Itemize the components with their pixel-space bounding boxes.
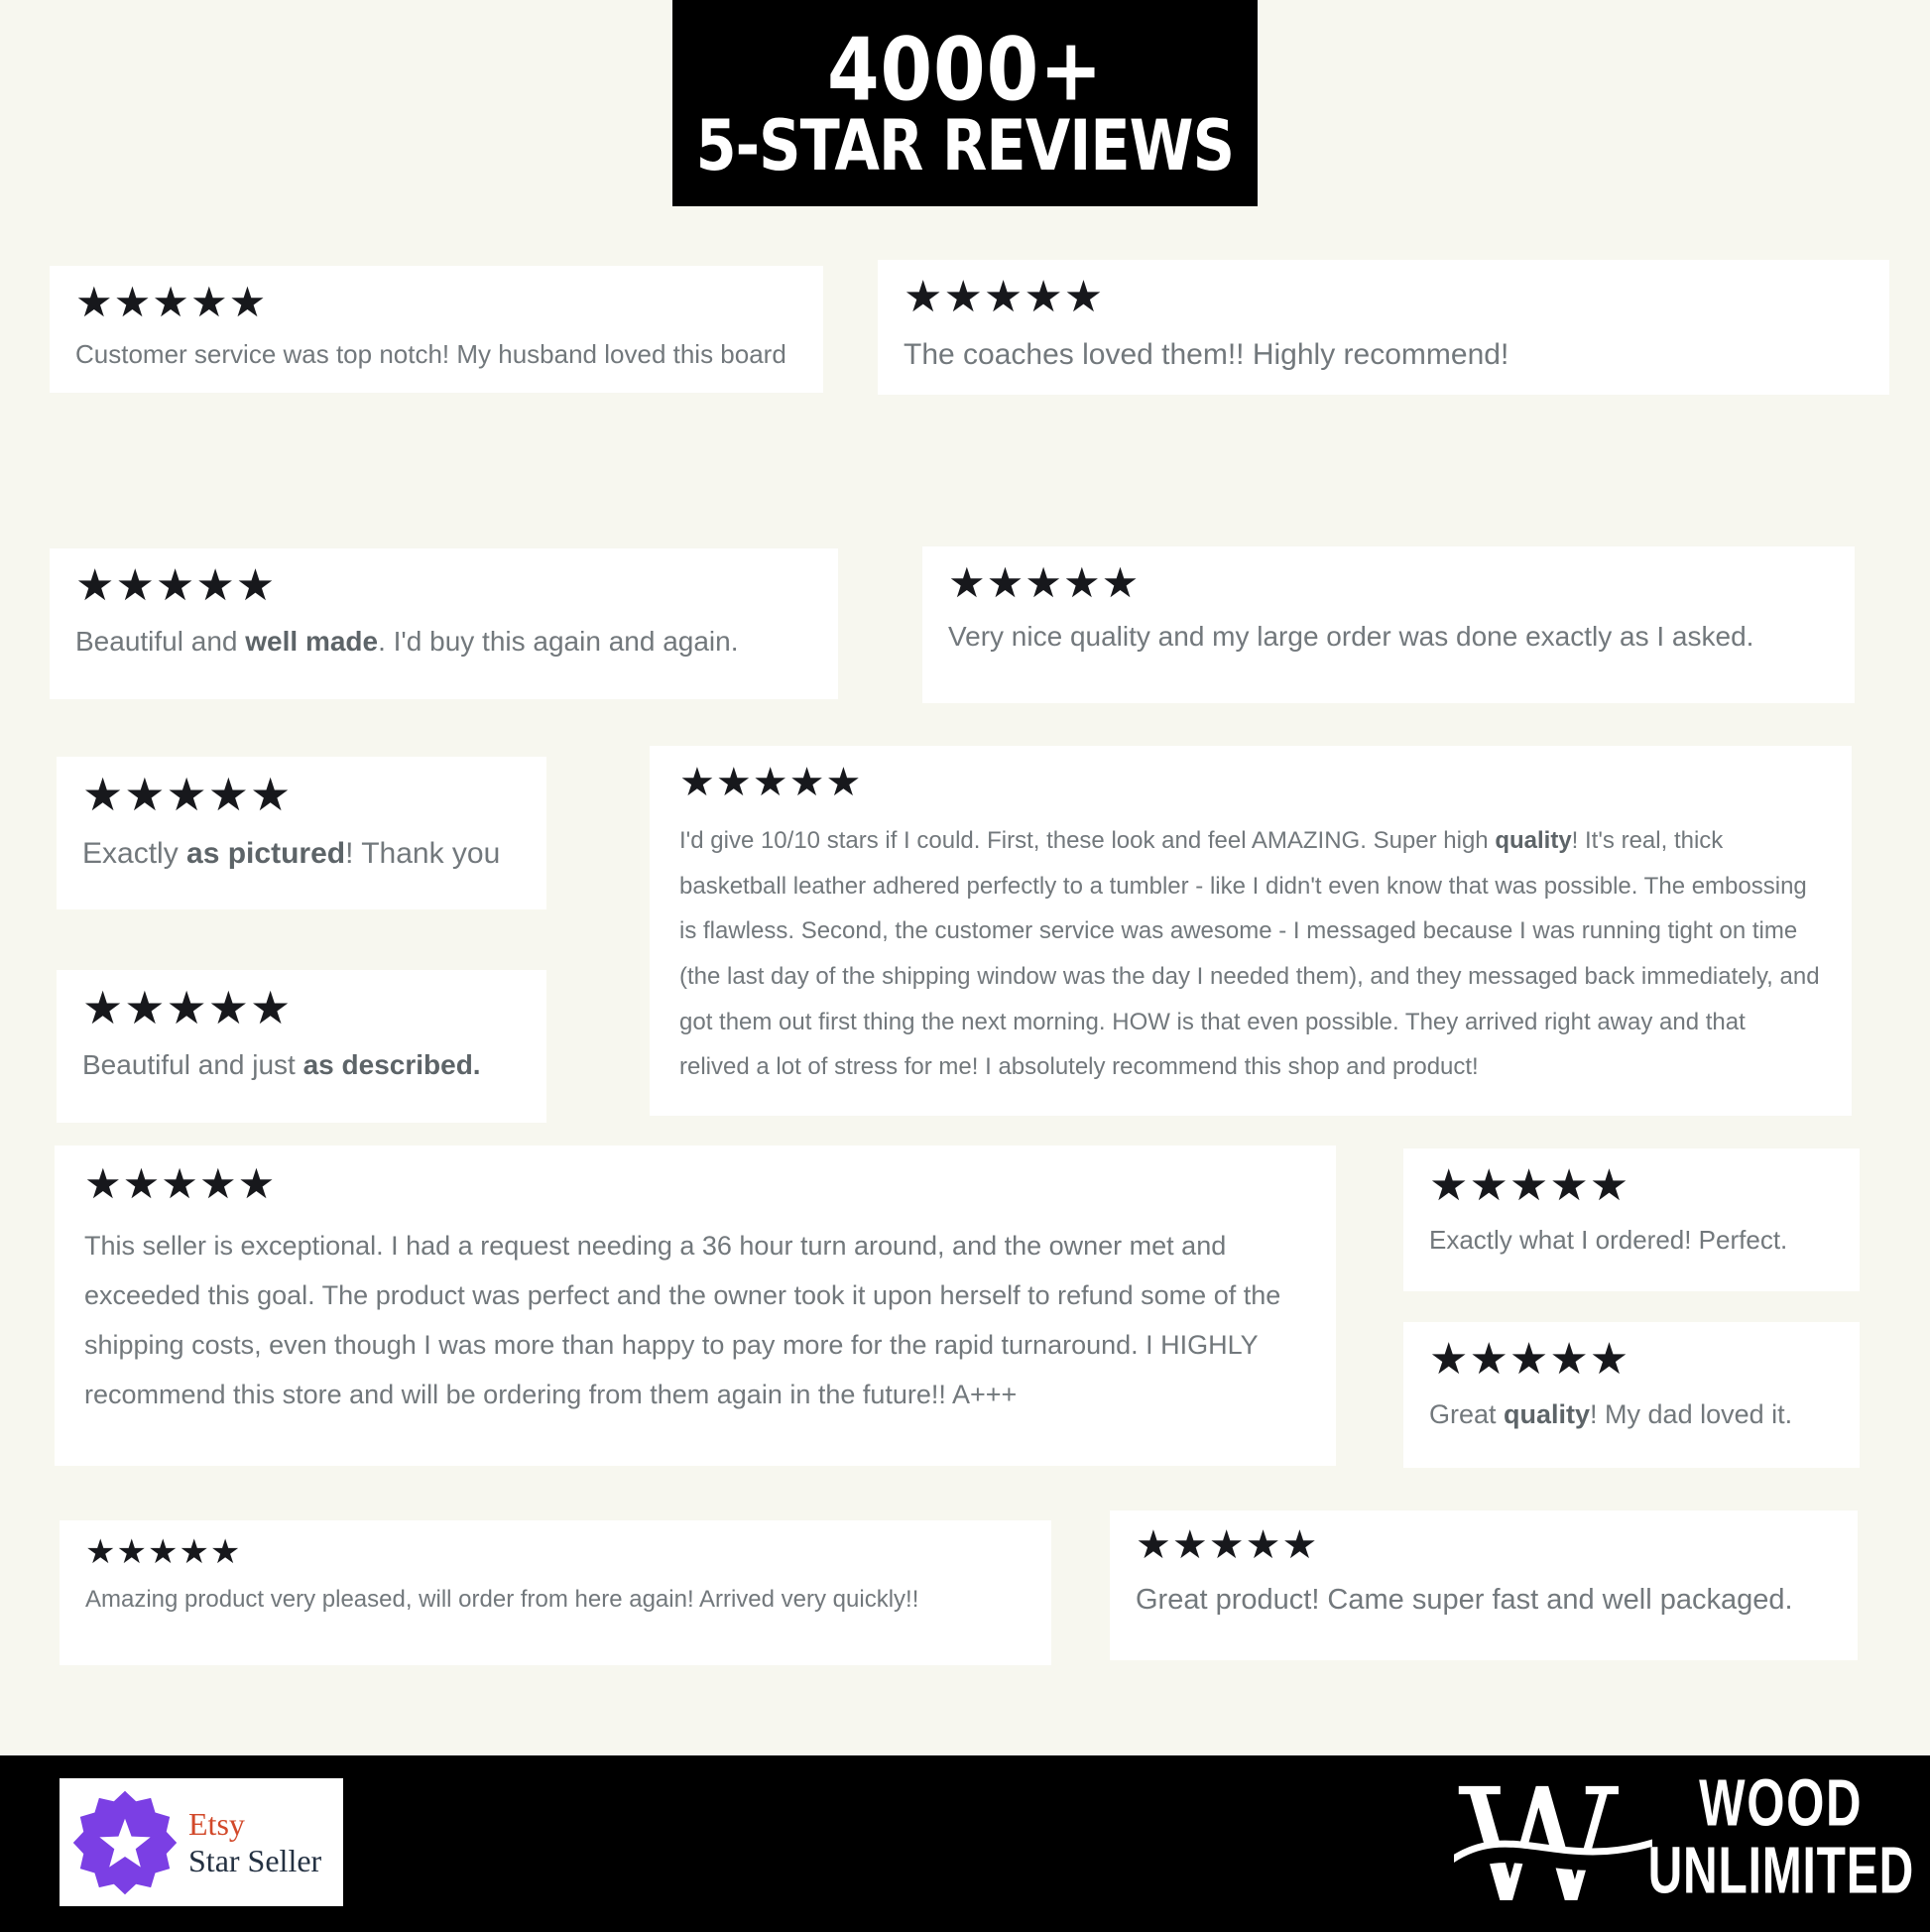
w-monogram-icon (1454, 1765, 1652, 1924)
review-card (650, 746, 1852, 1116)
review-card (1110, 1510, 1858, 1660)
review-text: Great product! Came super fast and well packaged. (1136, 1584, 1793, 1617)
review-text: Very nice quality and my large order was done exactly as I asked. (948, 621, 1754, 653)
wood-brand-line2: UNLIMITED (1647, 1832, 1914, 1907)
review-card (922, 546, 1855, 703)
five-star-rating: ★★★★★ (679, 760, 863, 805)
five-star-rating: ★★★★★ (904, 272, 1105, 322)
star-seller-label: Star Seller (188, 1842, 322, 1878)
etsy-brand-text: Etsy (188, 1805, 245, 1842)
review-card (55, 1146, 1336, 1466)
five-star-rating: ★★★★★ (75, 560, 277, 611)
review-card (1403, 1148, 1860, 1291)
five-star-rating: ★★★★★ (1429, 1160, 1630, 1211)
etsy-star-seller-badge (60, 1778, 343, 1906)
review-card (1403, 1322, 1860, 1468)
review-text: Exactly what I ordered! Perfect. (1429, 1224, 1788, 1255)
wood-unlimited-logo (1414, 1755, 1930, 1932)
header-banner (672, 0, 1258, 206)
header-title: 5-STAR REVIEWS (695, 106, 1235, 187)
review-text: Amazing product very pleased, will order from here again! Arrived very quickly!! (85, 1585, 919, 1613)
five-star-rating: ★★★★★ (75, 278, 268, 326)
review-text: Exactly as pictured! Thank you (82, 836, 501, 870)
review-card (57, 970, 546, 1123)
w-monogram-letter: W (1458, 1765, 1620, 1924)
review-card (50, 266, 823, 393)
five-star-rating: ★★★★★ (1429, 1334, 1630, 1385)
wood-brand-line1: WOOD (1698, 1764, 1864, 1840)
review-card (50, 548, 838, 699)
review-text: This seller is exceptional. I had a request needing a 36 hour turn around, and the owner met and exceeded this goal. The product was perfect and the owner took it upon herself to refund some of the shipping costs, even though I was more than happy to pay more for the rapid turnaround. I HIGHLY recommend this store and will be ordering from them again in the future!! A+++ (84, 1231, 1281, 1410)
review-text: Beautiful and just as described. (82, 1048, 481, 1080)
review-text: Customer service was top notch! My husband loved this board (75, 339, 786, 370)
five-star-rating: ★★★★★ (85, 1532, 242, 1572)
review-text: Great quality! My dad loved it. (1429, 1398, 1793, 1429)
review-card (57, 757, 546, 909)
five-star-rating: ★★★★★ (84, 1159, 277, 1208)
review-card (60, 1520, 1051, 1665)
review-text: I'd give 10/10 stars if I could. First, these look and feel AMAZING. Super high quality! It's real, thick basketball leather adhered perfectly to a tumbler - like I didn't even know that was possible. The embossing is flawless. Second, the customer service was awesome - I messaged because I was running tight on time (the last day of the shipping window was the day I needed them), and they messaged back immediately, and got them out first thing the next morning. HOW is that even possible. They arrived right away and that relived a lot of stress for me! I absolutely recommend this shop and product! (679, 827, 1820, 1081)
five-star-rating: ★★★★★ (1136, 1522, 1319, 1568)
star-seller-seal-icon (71, 1789, 179, 1896)
review-text: The coaches loved them!! Highly recommend! (904, 337, 1509, 371)
footer-bar (0, 1755, 1930, 1932)
five-star-rating: ★★★★★ (82, 981, 293, 1034)
five-star-rating: ★★★★★ (82, 768, 293, 821)
review-text: Beautiful and well made. I'd buy this again and again. (75, 625, 739, 657)
review-card (878, 260, 1889, 395)
five-star-rating: ★★★★★ (948, 558, 1141, 607)
header-count: 4000+ (826, 20, 1104, 121)
